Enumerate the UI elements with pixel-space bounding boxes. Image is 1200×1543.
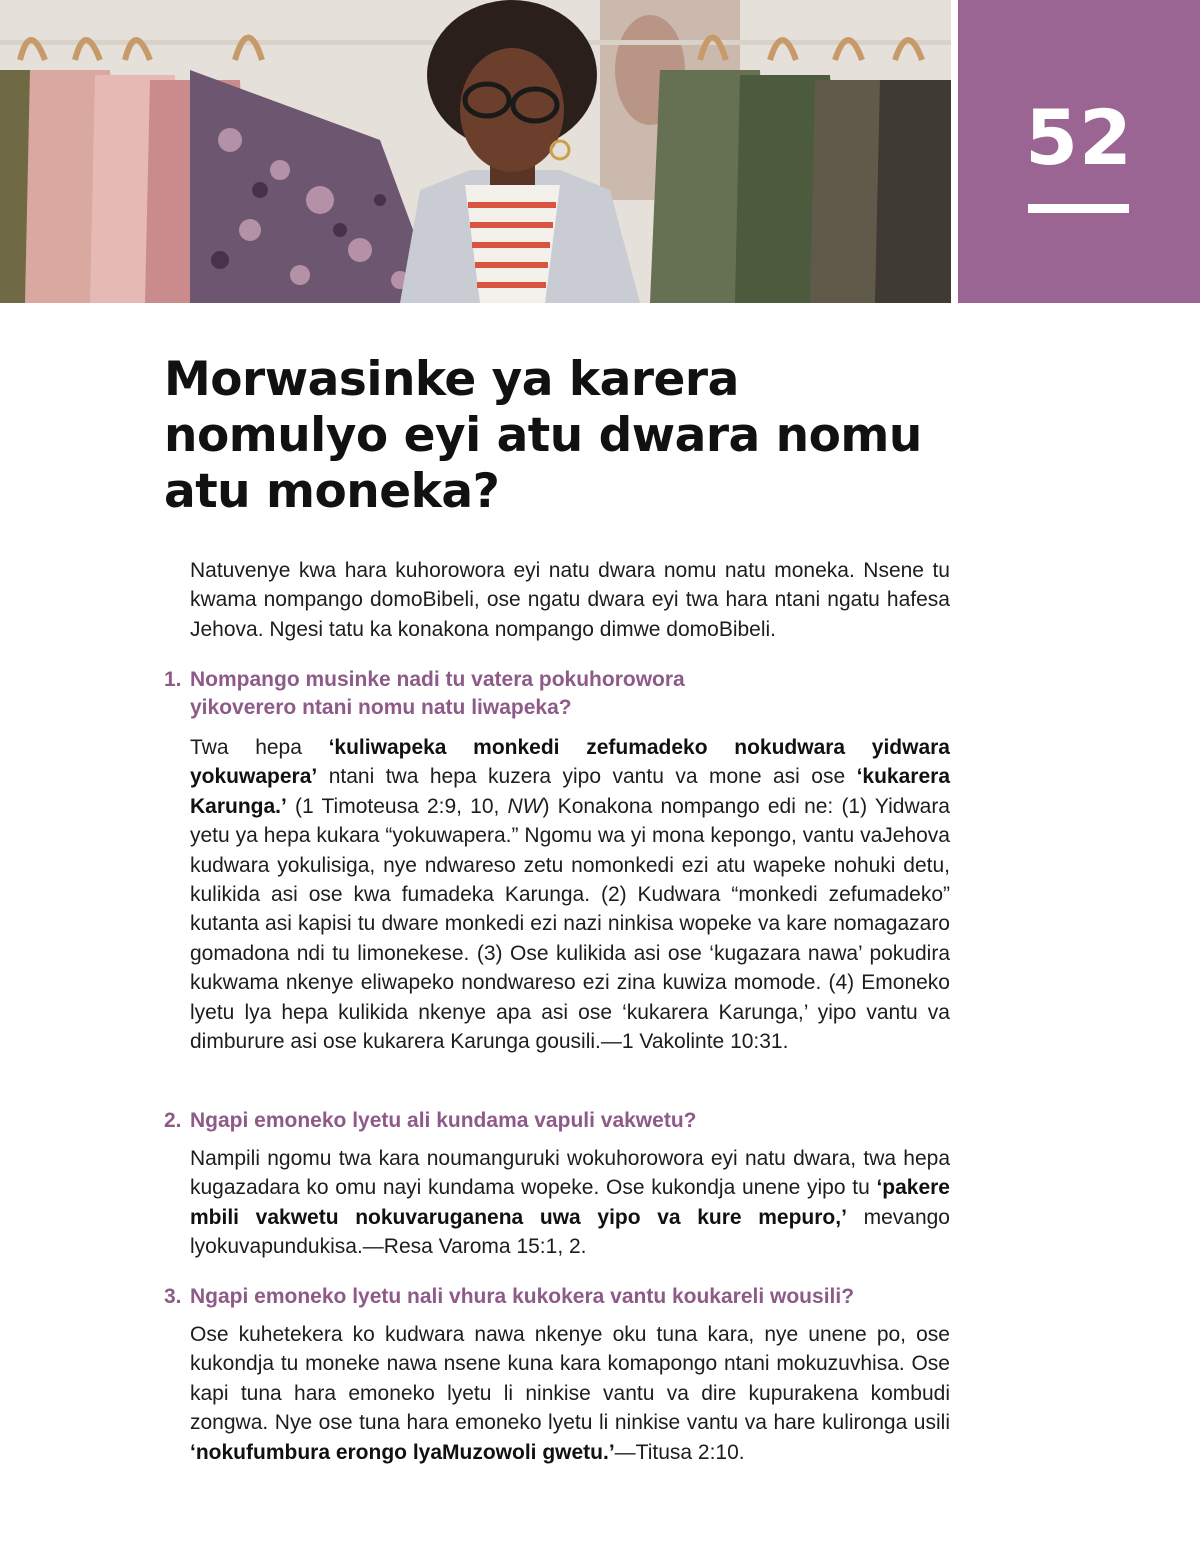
scripture-quote: ‘pakere mbili vakwetu nokuvaruganena uwa yipo va kure mepuro,’ bbox=[190, 1176, 950, 1229]
question-text-line-1: Nompango musinke nadi tu vatera pokuhorowora bbox=[190, 668, 685, 691]
chapter-underline bbox=[1028, 204, 1129, 213]
answer-2 bbox=[190, 1144, 950, 1262]
header-photo bbox=[0, 0, 951, 303]
question-number: 3. bbox=[164, 1285, 182, 1308]
page-title: Morwasinke ya karera nomulyo eyi atu dwara nomu atu moneka? bbox=[164, 352, 922, 519]
text-run: ntani twa hepa kuzera yipo vantu va mone asi ose bbox=[317, 765, 857, 789]
italic-text: NW bbox=[507, 794, 543, 818]
clothes-shop-illustration bbox=[0, 0, 951, 303]
question-text: Ngapi emoneko lyetu ali kundama vapuli vakwetu? bbox=[190, 1109, 697, 1132]
answer-3 bbox=[190, 1320, 950, 1467]
scripture-quote: ‘kukarera Karunga.’ bbox=[190, 765, 950, 818]
scripture-quote: ‘kuliwapeka monkedi zefumadeko nokudwara yidwara yokuwapera’ bbox=[190, 736, 950, 789]
text-run: mevango lyokuvapundukisa.—Resa Varoma 15:1, 2. bbox=[190, 1205, 950, 1259]
question-number: 2. bbox=[164, 1109, 182, 1132]
scripture-quote: ‘nokufumbura erongo lyaMuzowoli gwetu.’ bbox=[190, 1440, 615, 1464]
chapter-badge bbox=[958, 0, 1200, 303]
question-3 bbox=[164, 1283, 954, 1311]
chapter-number: 52 bbox=[1025, 93, 1133, 182]
question-number: 1. bbox=[164, 668, 182, 691]
text-run: —Titusa 2:10. bbox=[614, 1440, 745, 1464]
intro-paragraph: Natuvenye kwa hara kuhorowora eyi natu dwara nomu natu moneka. Nsene tu kwama nompango domoBibeli, ose ngatu dwara eyi twa hara ntani ngatu hafesa Jehova. Ngesi tatu ka konakona nompango dimwe domoBibeli. bbox=[190, 559, 950, 641]
question-text-line-2: yikoverero ntani nomu natu liwapeka? bbox=[190, 696, 572, 719]
text-run: Twa hepa bbox=[190, 736, 329, 759]
text-run: Ose kuhetekera ko kudwara nawa nkenye oku tuna kara, nye unene po, ose kukondja tu moneke nawa nsene kuna kara komapongo ntani mokuzuvhisa. Ose kapi tuna hara emoneko lyetu li ninkise vantu va dire kupurakena kombudi zongwa. Nye ose tuna hara emoneko lyetu li ninkise vantu va hare kulironga usili bbox=[190, 1323, 950, 1435]
question-2 bbox=[164, 1107, 954, 1135]
question-text: Ngapi emoneko lyetu nali vhura kukokera vantu koukareli wousili? bbox=[190, 1285, 855, 1308]
text-run: ) Konakona nompango edi ne: (1) Yidwara yetu ya hepa kukara “yokuwapera.” Ngomu wa yi mona kepongo, vantu vaJehova kudwara yokulisiga, nye ndwareso zetu nomonkedi ezi atu wapeke nohuki detu, kulikida asi ose kwa fumadeka Karunga. (2) Kudwara “monkedi zefumadeko” kutanta asi kapisi tu dware monkedi ezi nazi ninkisa wopeke va kare nomagazaro gomadona ndi tu limonekese. (3) Ose kulikida asi ose ‘kugazara nawa’ pokudira kukwama nkenye eliwapeko nondwareso ezi zina kuwiza momode. (4) Emoneko lyetu lya hepa kulikida nkenye apa asi ose ‘kukarera Karunga,’ yipo vantu va dimburure asi ose kukarera Karunga gousili.—1 Vakolinte 10:31. bbox=[190, 794, 950, 1054]
text-run: Nampili ngomu twa kara noumanguruki wokuhorowora eyi natu dwara, twa hepa kugazadara ko omu nayi kundama wopeke. Ose kukondja unene yipo tu bbox=[190, 1147, 950, 1200]
question-1 bbox=[164, 666, 954, 722]
text-run: (1 Timoteusa 2:9, 10, bbox=[286, 794, 508, 818]
answer-1 bbox=[190, 733, 950, 1056]
